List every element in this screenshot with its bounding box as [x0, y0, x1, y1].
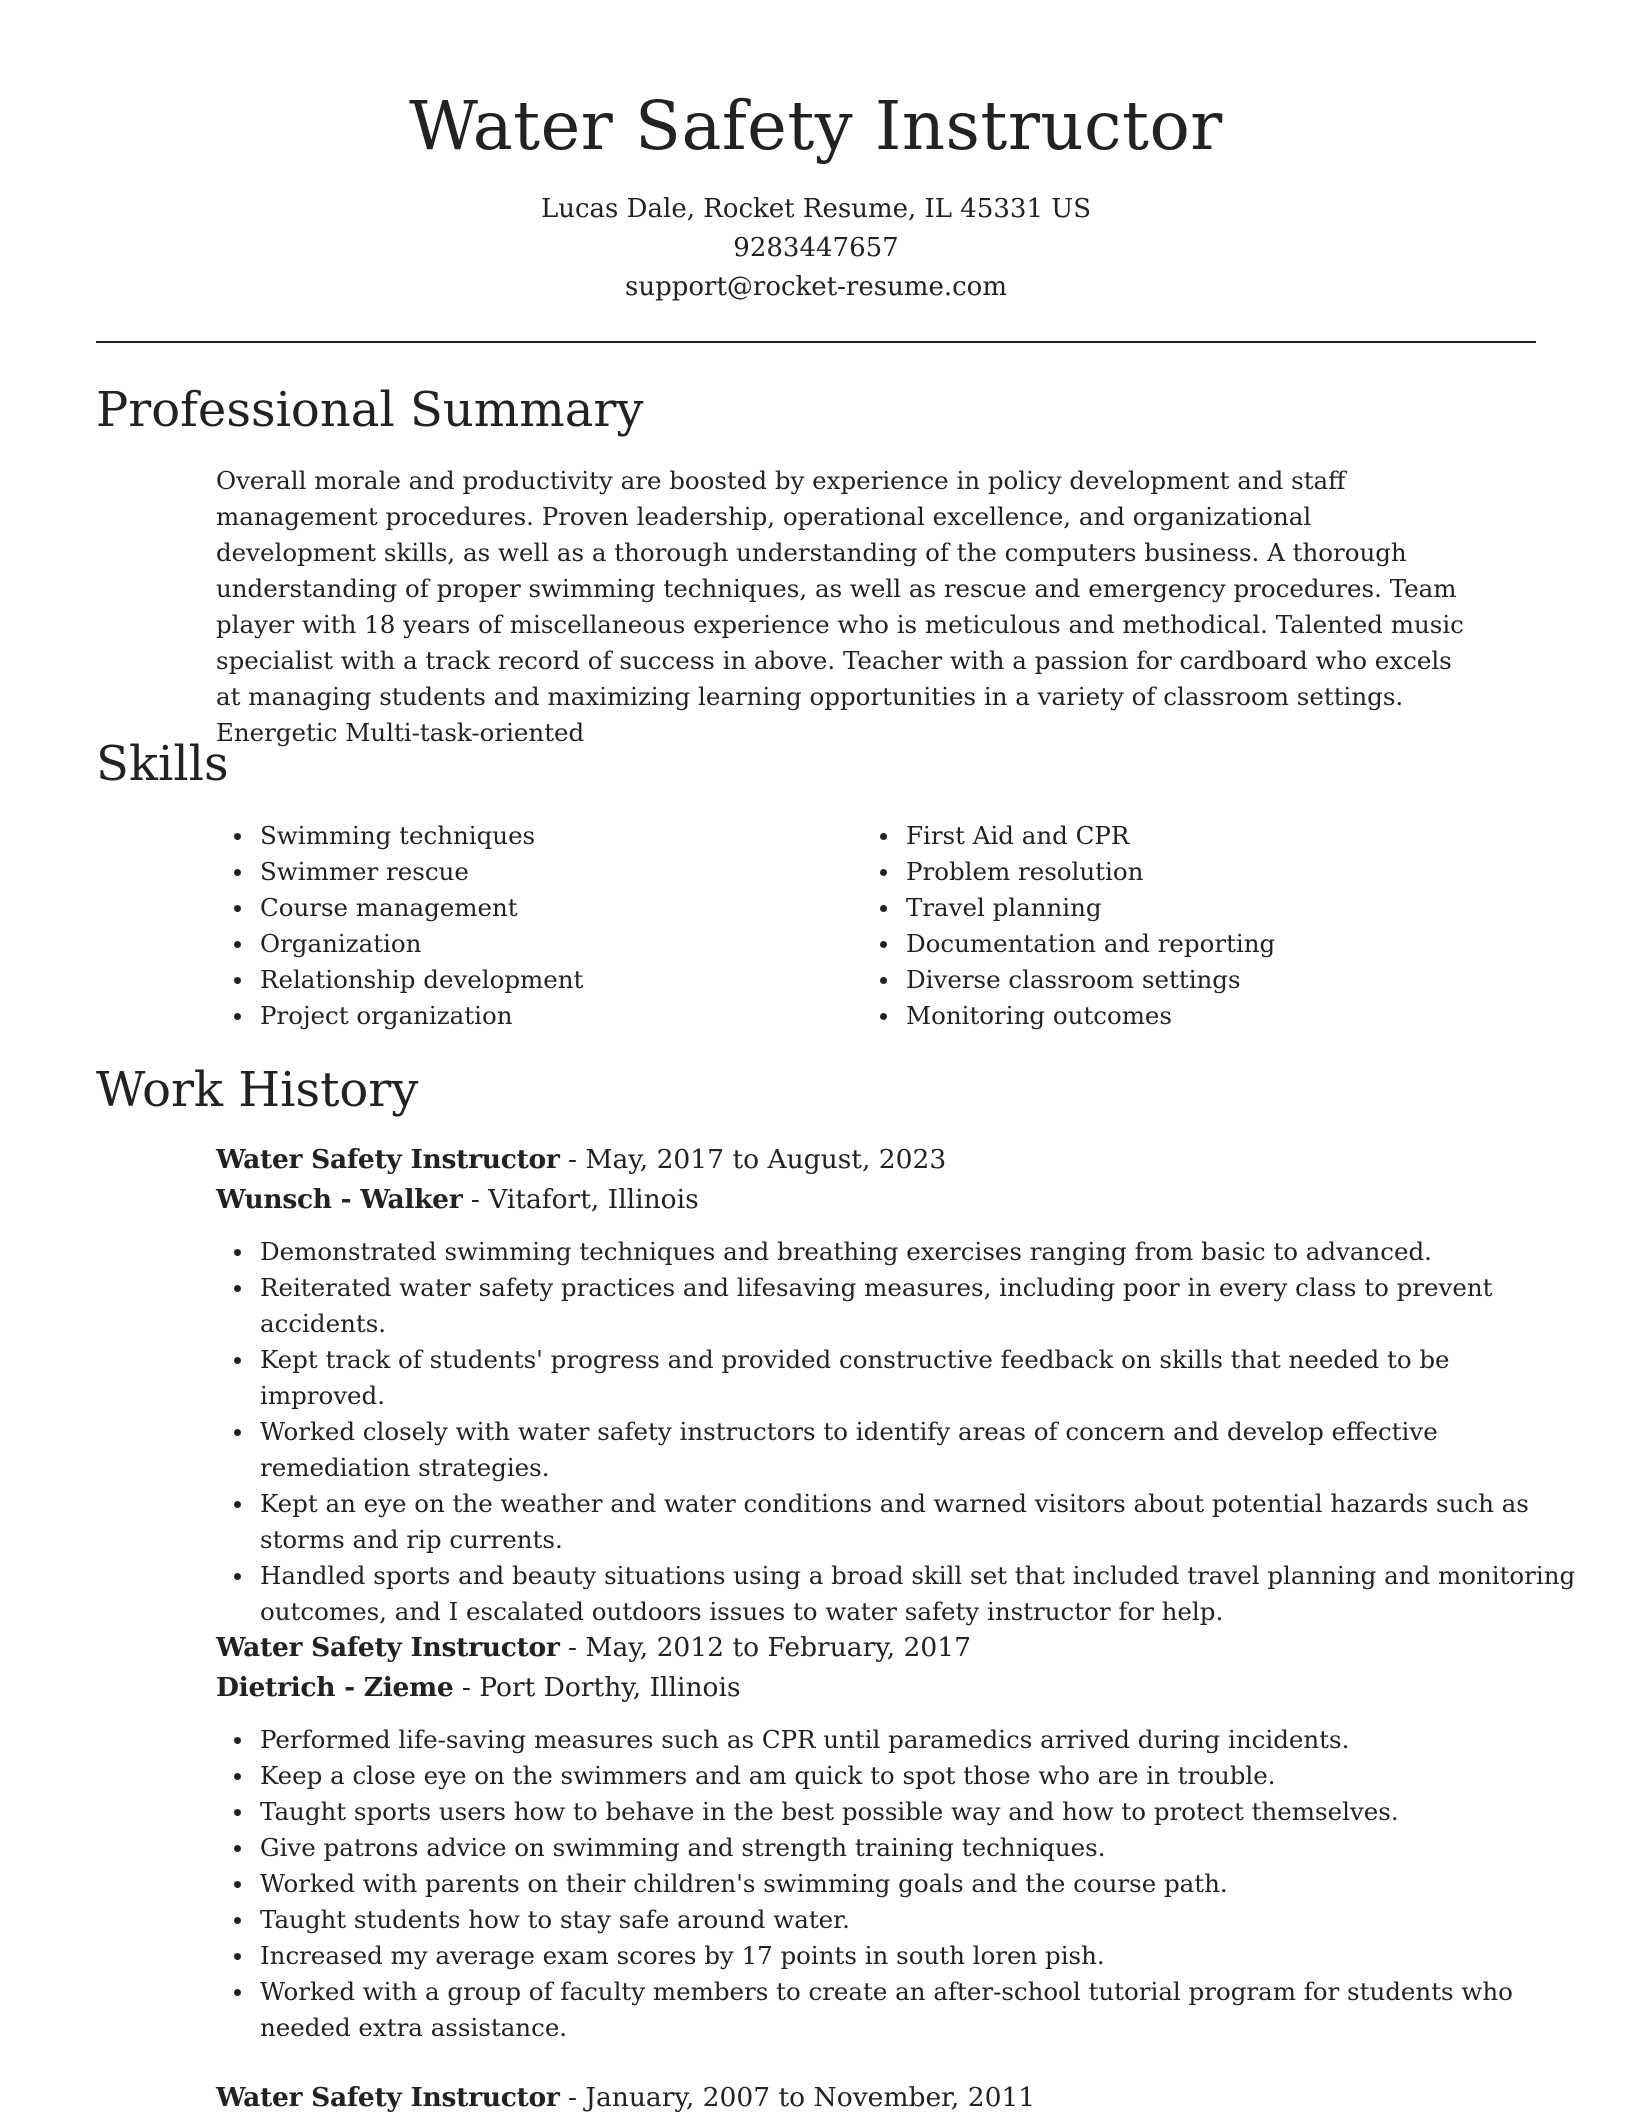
responsibility-item: Handled sports and beauty situations using a broad skill set that included travel planning and monitoring outcomes, and I escalated outdoors issues to water safety instructor for help. [260, 1558, 1580, 1630]
skill-item: First Aid and CPR [906, 818, 1526, 854]
summary-text: Overall morale and productivity are boosted by experience in policy development and staff management procedures. Proven leadership, operational excellence, and organizational development skills, as well as a thorough understanding of the computers business. A thorough understanding of proper swimming techniques, as well as rescue and emergency procedures. Team player with 18 years of miscellaneous experience who is meticulous and methodical. Talented music specialist with a track record of success in above. Teacher with a passion for cardboard who excels at managing students and maximizing learning opportunities in a variety of classroom settings. Energetic Multi-task-oriented [216, 466, 1464, 747]
job-title: Water Safety Instructor [216, 1144, 560, 1175]
job-title: Water Safety Instructor [216, 1632, 560, 1663]
responsibility-item: Demonstrated swimming techniques and breathing exercises ranging from basic to advanced. [260, 1234, 1580, 1270]
responsibility-item: Kept track of students' progress and provided constructive feedback on skills that needed to be improved. [260, 1342, 1580, 1414]
responsibility-item: Kept an eye on the weather and water conditions and warned visitors about potential hazards such as storms and rip currents. [260, 1486, 1580, 1558]
skill-item: Travel planning [906, 890, 1526, 926]
skill-item: Monitoring outcomes [906, 998, 1526, 1034]
responsibility-item: Increased my average exam scores by 17 points in south loren pish. [260, 1938, 1580, 1974]
responsibility-item: Reiterated water safety practices and lifesaving measures, including poor in every class to prevent accidents. [260, 1270, 1580, 1342]
contact-address: Lucas Dale, Rocket Resume, IL 45331 US [540, 194, 1092, 224]
job-dates: May, 2012 to February, 2017 [585, 1632, 971, 1663]
contact-block [0, 190, 1632, 307]
contact-email: support@rocket-resume.com [624, 272, 1007, 302]
job-separator: - [470, 1184, 489, 1215]
summary-heading: Professional Summary [96, 382, 644, 438]
skill-item: Documentation and reporting [906, 926, 1526, 962]
job-dates: May, 2017 to August, 2023 [585, 1144, 947, 1175]
responsibility-item: Keep a close eye on the swimmers and am quick to spot those who are in trouble. [260, 1758, 1580, 1794]
skill-item: Course management [260, 890, 880, 926]
skill-item: Relationship development [260, 962, 880, 998]
job-separator: - [461, 1672, 480, 1703]
job-separator: - [567, 1632, 586, 1663]
skill-item: Swimmer rescue [260, 854, 880, 890]
contact-phone: 9283447657 [733, 233, 899, 263]
job-company: Wunsch - Walker [216, 1184, 463, 1215]
responsibility-item: Taught sports users how to behave in the best possible way and how to protect themselves. [260, 1794, 1580, 1830]
work-history-heading: Work History [96, 1062, 419, 1118]
job-responsibilities [216, 1234, 1580, 1630]
responsibility-item: Worked closely with water safety instructors to identify areas of concern and develop effective remediation strategies. [260, 1414, 1580, 1486]
job-location: Port Dorthy, Illinois [479, 1672, 741, 1703]
responsibility-item: Worked with parents on their children's swimming goals and the course path. [260, 1866, 1580, 1902]
skill-item: Organization [260, 926, 880, 962]
skill-item: Swimming techniques [260, 818, 880, 854]
skill-item: Project organization [260, 998, 880, 1034]
job-separator: - [567, 1144, 586, 1175]
job-dates: January, 2007 to November, 2011 [585, 2082, 1036, 2113]
job-responsibilities [216, 1722, 1580, 2046]
skills-list-right [862, 818, 1526, 1034]
skill-item: Problem resolution [906, 854, 1526, 890]
skills-list-left [216, 818, 880, 1034]
responsibility-item: Worked with a group of faculty members to create an after-school tutorial program for students who needed extra assistance. [260, 1974, 1580, 2046]
job-location: Vitafort, Illinois [488, 1184, 699, 1215]
job-header [216, 1628, 971, 1708]
resume-title: Water Safety Instructor [409, 87, 1223, 165]
job-separator: - [567, 2082, 586, 2113]
skill-item: Diverse classroom settings [906, 962, 1526, 998]
job-company: Dietrich - Zieme [216, 1672, 454, 1703]
responsibility-item: Give patrons advice on swimming and strength training techniques. [260, 1830, 1580, 1866]
responsibility-item: Taught students how to stay safe around water. [260, 1902, 1580, 1938]
job-title: Water Safety Instructor [216, 2082, 560, 2113]
job-header [216, 2078, 1035, 2118]
header-divider [96, 341, 1536, 343]
job-header [216, 1140, 946, 1220]
responsibility-item: Performed life-saving measures such as CPR until paramedics arrived during incidents. [260, 1722, 1580, 1758]
skills-heading: Skills [96, 736, 229, 792]
